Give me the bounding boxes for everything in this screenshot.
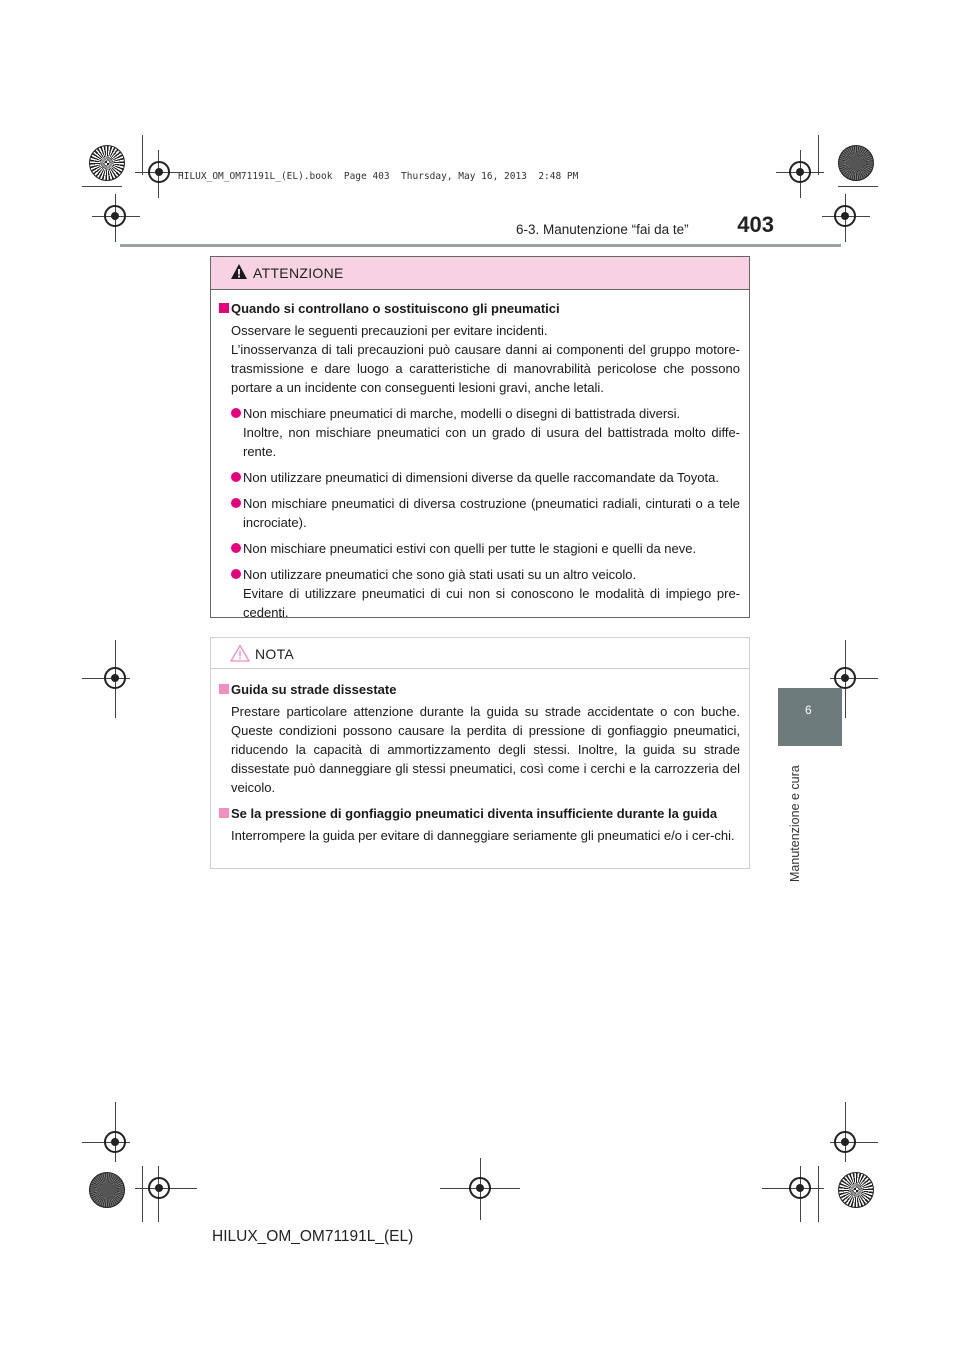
square-bullet-icon (219, 303, 229, 313)
note-header (211, 638, 749, 669)
list-item: Non mischiare pneumatici di marche, modelli o disegni di battistrada diversi. Inoltre, non mischiare pneumatici con un grado di usura del battistrada molto diffe-rente. (219, 404, 740, 461)
registration-crosshair-icon (104, 205, 126, 227)
note-content (211, 680, 749, 845)
note-box (210, 637, 750, 869)
registration-starburst-icon (838, 1172, 874, 1208)
round-bullet-icon (231, 408, 241, 418)
round-bullet-icon (231, 543, 241, 553)
registration-starburst-icon (89, 145, 125, 181)
registration-crosshair-icon (469, 1177, 491, 1199)
registration-crosshair-icon (104, 667, 126, 689)
round-bullet-icon (231, 472, 241, 482)
chapter-tab (778, 688, 842, 746)
list-item: Non mischiare pneumatici di diversa costruzione (pneumatici radiali, cinturati o a tele incrociate). (219, 494, 740, 532)
section-title: 6-3. Manutenzione “fai da te” (516, 222, 689, 237)
list-item: Non utilizzare pneumatici di dimensioni diverse da quelle raccomandate da Toyota. (219, 468, 740, 487)
registration-crosshair-icon (789, 1177, 811, 1199)
list-item: Non mischiare pneumatici estivi con quelli per tutte le stagioni e quelli da neve. (219, 539, 740, 558)
round-bullet-icon (231, 498, 241, 508)
footer-code: HILUX_OM_OM71191L_(EL) (212, 1228, 414, 1245)
warning-header (211, 257, 749, 290)
warning-title: ATTENZIONE (253, 265, 344, 281)
page-number: 403 (737, 212, 774, 237)
warning-triangle-icon (230, 263, 248, 285)
registration-crosshair-icon (834, 667, 856, 689)
registration-starburst-icon (89, 1172, 125, 1208)
note-heading: Se la pressione di gonfiaggio pneumatici diventa insufficiente durante la guida (219, 804, 740, 823)
square-bullet-icon (219, 808, 229, 818)
registration-crosshair-icon (104, 1131, 126, 1153)
chapter-tab-label: Manutenzione e cura (788, 765, 802, 882)
warning-heading: Quando si controllano o sostituiscono gli pneumatici (219, 299, 740, 318)
registration-crosshair-icon (148, 1177, 170, 1199)
caution-triangle-outline-icon (230, 644, 250, 667)
note-paragraph: Interrompere la guida per evitare di danneggiare seriamente gli pneumatici e/o i cer-chi. (231, 828, 735, 843)
file-stamp: HILUX_OM_OM71191L_(EL).book Page 403 Thursday, May 16, 2013 2:48 PM (178, 171, 579, 182)
registration-crosshair-icon (148, 161, 170, 183)
warning-intro: Osservare le seguenti precauzioni per evitare incidenti. (231, 323, 548, 338)
list-item: Non utilizzare pneumatici che sono già stati usati su un altro veicolo. Evitare di utilizzare pneumatici di cui non si conoscono le modalità di impiego pre-cedenti. (219, 565, 740, 622)
note-paragraph: Prestare particolare attenzione durante la guida su strade accidentate o con buche. Queste condizioni possono causare la perdita di pressione di gonfiaggio pneumatici, riducendo la capacità di ammortizzamento degli stessi. Inoltre, la guida su strade dissestate può danneggiare gli stessi pneumatici, così come i cerchi e la carrozzeria del veicolo. (231, 704, 740, 795)
registration-crosshair-icon (834, 1131, 856, 1153)
registration-crosshair-icon (789, 161, 811, 183)
warning-content (211, 299, 749, 622)
square-bullet-icon (219, 684, 229, 694)
registration-starburst-icon (838, 145, 874, 181)
warning-box (210, 256, 750, 618)
note-heading: Guida su strade dissestate (219, 680, 740, 699)
warning-intro-2: L’inosservanza di tali precauzioni può causare danni ai componenti del gruppo motore-trasmissione e dare luogo a caratteristiche di manovrabilità pericolose che possono portare a un incidente con conseguenti lesioni gravi, anche letali. (231, 342, 740, 395)
chapter-tab-number: 6 (805, 703, 812, 717)
note-title: NOTA (255, 646, 295, 662)
header-rule (120, 244, 841, 247)
round-bullet-icon (231, 569, 241, 579)
registration-crosshair-icon (834, 205, 856, 227)
